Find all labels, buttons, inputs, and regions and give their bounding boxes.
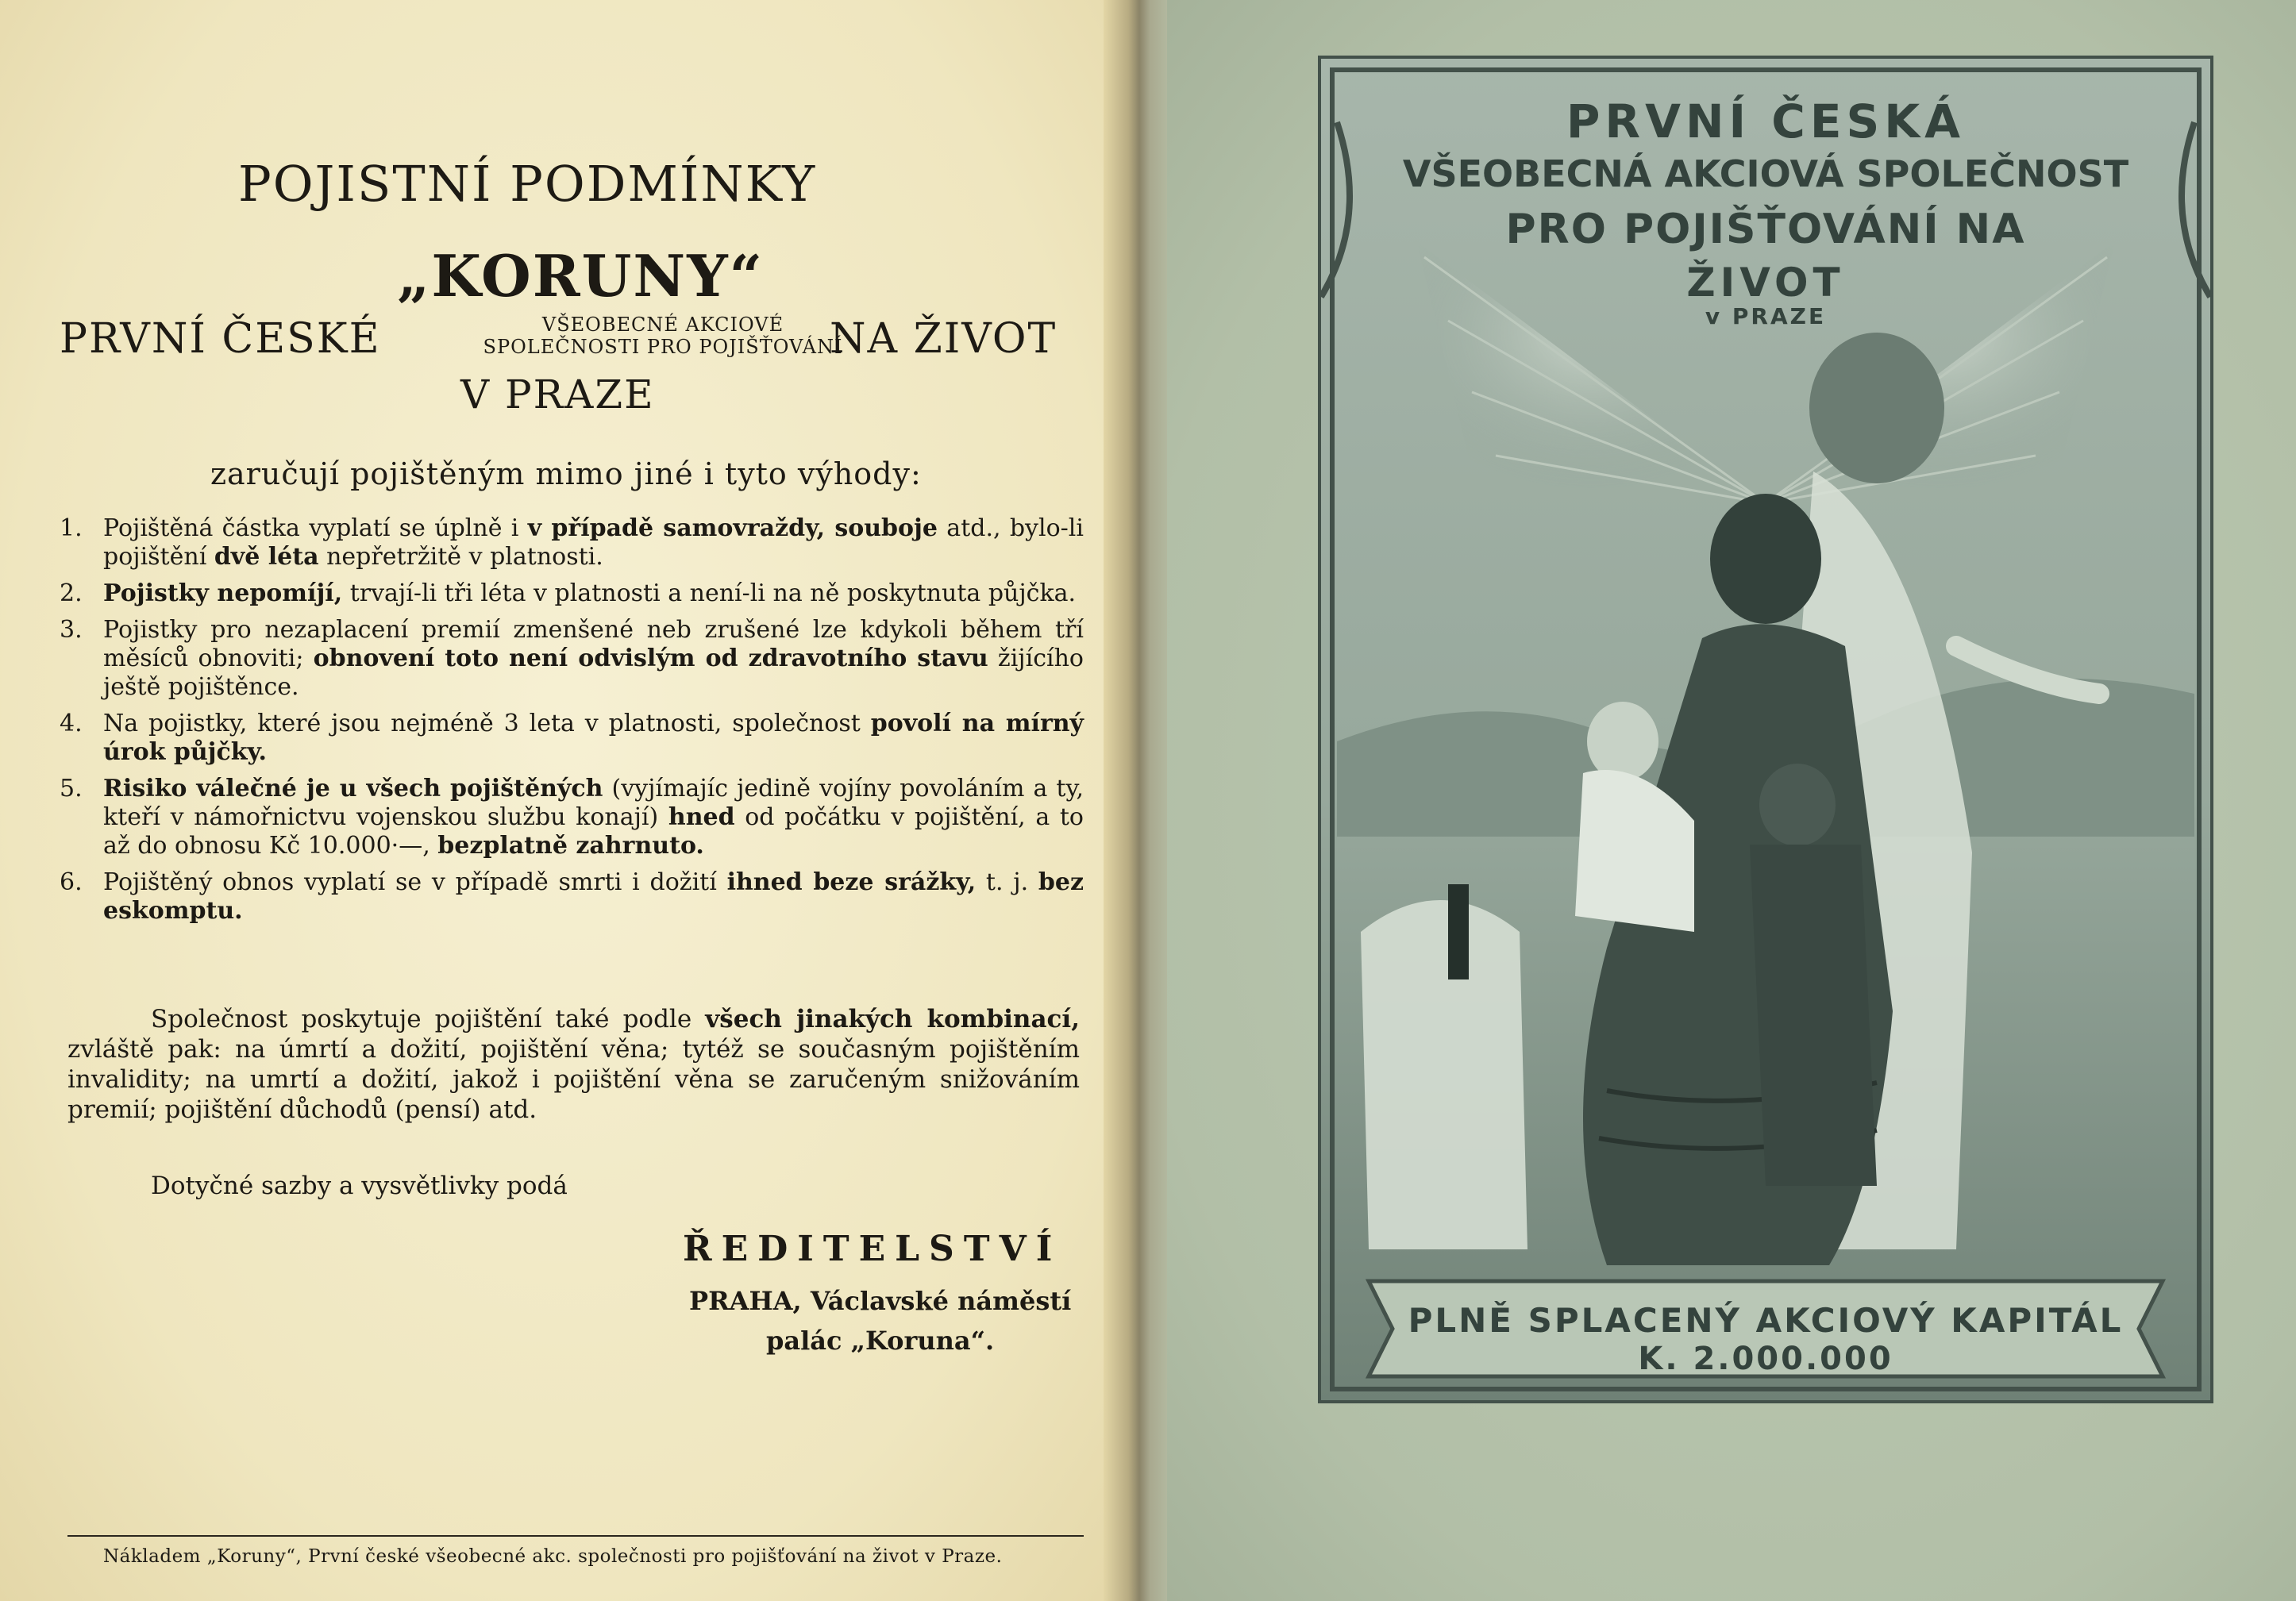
benefit-number: 2. (60, 579, 83, 607)
emphasized-text: hned (668, 803, 735, 831)
benefit-item (60, 616, 1084, 702)
emphasized-text: povolí na mírný úrok půjčky. (103, 710, 1084, 766)
company-name-right: NA ŽIVOT (830, 315, 1057, 363)
body-text: žijícího ještě pojištěnce. (103, 645, 1084, 701)
body-text: Společnost poskytuje pojištění také podle (151, 1005, 706, 1033)
benefits-list (60, 514, 1084, 933)
body-text: trvají-li tři léta v platnosti a není-li na ně poskytnuta půjčka. (342, 579, 1077, 607)
benefit-number: 5. (60, 775, 83, 802)
signature-address: PRAHA, Václavské náměstí (689, 1286, 1072, 1316)
emphasized-text: obnovení toto není odvislým od zdravotního stavu (313, 645, 988, 672)
company-name-small (457, 314, 869, 358)
benefit-item (60, 868, 1084, 926)
benefit-number: 4. (60, 710, 83, 737)
poster-title-line3: PRO POJIŠŤOVÁNÍ NA (1505, 206, 2026, 253)
emphasized-text: v případě samovraždy, souboje (527, 514, 938, 542)
company-name-small-line1: VŠEOBECNÉ AKCIOVÉ (541, 314, 784, 336)
benefit-number: 6. (60, 868, 83, 896)
body-text: zvláště pak: na úmrtí a dožití, pojištění věna; tytéž se současným pojištěním invalidity; na umrtí a dožití, jakož i pojištění věna se zaručeným snižováním premií; pojištění důchodů (pensí) atd. (67, 1035, 1080, 1124)
emphasized-text: bezplatně zahrnuto. (437, 832, 704, 860)
illustrated-poster (1318, 56, 2213, 1403)
title-conditions: POJISTNÍ PODMÍNKY (238, 155, 817, 213)
company-city: V PRAZE (460, 371, 655, 418)
book-gutter (1104, 0, 1175, 1601)
poster-title-line1: PRVNÍ ČESKÁ (1566, 94, 1966, 148)
company-name-row (60, 314, 1092, 377)
body-text: (vyjímajíc jedině vojíny povoláním a ty, kteří v námořnictvu vojenskou službu konají) (103, 775, 1084, 831)
poster-title-line5: v PRAZE (1705, 303, 1827, 329)
body-text: Pojistky pro nezaplacení premií zmenšené neb zrušené lze kdykoli během tří měsíců obnoviti; (103, 616, 1084, 672)
benefit-item (60, 710, 1084, 767)
emphasized-text: ihned beze srážky, (726, 868, 977, 896)
candle-stand (1448, 884, 1469, 979)
body-text: nepřetržitě v platnosti. (318, 543, 603, 571)
signature-directorate: ŘEDITELSTVÍ (683, 1229, 1062, 1269)
body-text: t. j. (976, 868, 1038, 896)
title-koruna: „KORUNY“ (397, 242, 765, 310)
publisher-footer: Nákladem „Koruny“, První české všeobecné akc. společnosti pro pojišťování na život v Praze. (103, 1546, 1003, 1567)
emphasized-text: bez eskomptu. (103, 868, 1084, 925)
banner-capital-label: PLNĚ SPLACENÝ AKCIOVÝ KAPITÁL (1408, 1301, 2124, 1340)
footer-divider (67, 1535, 1084, 1537)
benefit-number: 1. (60, 514, 83, 542)
poster-title-line4: ŽIVOT (1686, 260, 1845, 306)
body-text: Pojištěná částka vyplatí se úplně i (103, 514, 528, 542)
banner-capital-amount: K. 2.000.000 (1638, 1341, 1893, 1377)
left-page (0, 0, 1127, 1601)
signature-palace: palác „Koruna“. (766, 1326, 995, 1356)
benefit-item (60, 775, 1084, 860)
combinations-paragraph (67, 1004, 1080, 1125)
company-name-small-line2: SPOLEČNOSTI PRO POJIŠŤOVÁNÍ (483, 336, 843, 358)
emphasized-text: Pojistky nepomíjí, (103, 579, 343, 607)
benefit-number: 3. (60, 616, 83, 644)
body-text: Pojištěný obnos vyplatí se v případě smrti i dožití (103, 868, 727, 896)
cradle-cloth (1361, 900, 1527, 1249)
body-text: Na pojistky, které jsou nejméně 3 leta v platnosti, společnost (103, 710, 871, 737)
emphasized-text: dvě léta (214, 543, 319, 571)
poster-title-line2: VŠEOBECNÁ AKCIOVÁ SPOLEČNOST (1402, 152, 2129, 195)
intro-text: zaručují pojištěným mimo jiné i tyto výhody: (210, 456, 922, 491)
rates-note: Dotyčné sazby a vysvětlivky podá (151, 1172, 568, 1200)
emphasized-text: Risiko válečné je u všech pojištěných (103, 775, 603, 802)
benefit-item (60, 514, 1084, 572)
body-text: od počátku v pojištění, a to až do obnosu Kč 10.000·—, (103, 803, 1084, 860)
company-name-left: PRVNÍ ČESKÉ (60, 315, 381, 363)
emphasized-text: všech jinakých kombinací, (705, 1005, 1080, 1033)
body-text: atd., bylo-li pojištění (103, 514, 1084, 571)
benefit-item (60, 579, 1084, 608)
